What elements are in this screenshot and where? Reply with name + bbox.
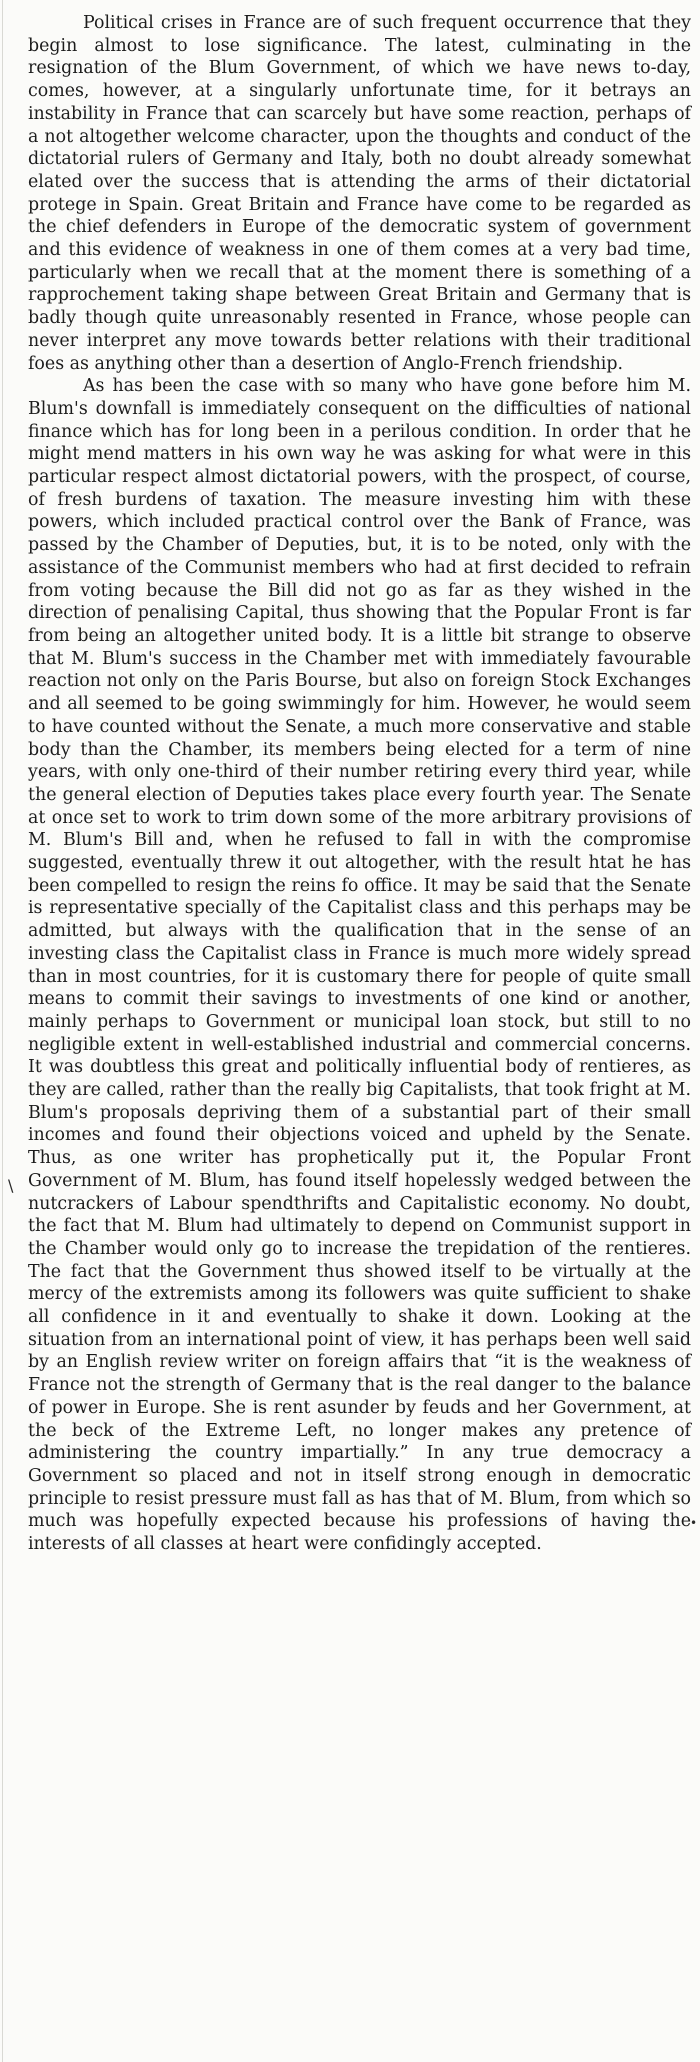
article-column bbox=[28, 12, 691, 1556]
page-edge-shadow bbox=[2, 0, 3, 2062]
article-paragraph-2: As has been the case with so many who have gone before him M. Blum's downfall is immediately consequent on the difficulties of national finance which has for long been in a perilous condition. In order that he might mend matters in his own way he was asking for what were in this particular respect almost dictatorial powers, with the prospect, of course, of fresh burdens of taxation. The measure investing him with these powers, which included practical control over the Bank of France, was passed by the Chamber of Deputies, but, it is to be noted, only with the assistance of the Communist members who had at first decided to refrain from voting because the Bill did not go as far as they wished in the direction of penalising Capital, thus showing that the Popular Front is far from being an altogether united body. It is a little bit strange to observe that M. Blum's success in the Chamber met with immediately favourable reaction not only on the Paris Bourse, but also on foreign Stock Exchanges and all seemed to be going swimmingly for him. However, he would seem to have counted without the Senate, a much more conservative and stable body than the Chamber, its members being elected for a term of nine years, with only one-third of their number retiring every third year, while the general election of Deputies takes place every fourth year. The Senate at once set to work to trim down some of the more arbitrary provisions of M. Blum's Bill and, when he refused to fall in with the compromise suggested, eventually threw it out altogether, with the result htat he has been compelled to resign the reins fo office. It may be said that the Senate is representative specially of the Capitalist class and this perhaps may be admitted, but always with the qualification that in the sense of an investing class the Capitalist class in France is much more widely spread than in most countries, for it is customary there for people of quite small means to commit their savings to investments of one kind or another, mainly perhaps to Government or municipal loan stock, but still to no negligible extent in well-established industrial and commercial concerns. It was doubtless this great and politically influential body of rentieres, as they are called, rather than the really big Capitalists, that took fright at M. Blum's proposals depriving them of a substantial part of their small incomes and found their objections voiced and upheld by the Senate. Thus, as one writer has prophetically put it, the Popular Front Government of M. Blum, has found itself hopelessly wedged between the nutcrackers of Labour spendthrifts and Capitalistic economy. No doubt, the fact that M. Blum had ultimately to depend on Communist support in the Chamber would only go to increase the trepidation of the rentieres. The fact that the Government thus showed itself to be virtually at the mercy of the extremists among its followers was quite sufficient to shake all confidence in it and eventually to shake it down. Looking at the situation from an international point of view, it has perhaps been well said by an English review writer on foreign affairs that “it is the weakness of France not the strength of Germany that is the real danger to the balance of power in Europe. She is rent asunder by feuds and her Government, at the beck of the Extreme Left, no longer makes any pretence of administering the country impartially.” In any true democracy a Government so placed and not in itself strong enough in democratic principle to resist pressure must fall as has that of M. Blum, from which so much was hopefully expected because his professions of having the interests of all classes at heart were confidingly accepted. bbox=[28, 376, 691, 1555]
left-margin-mark: \ bbox=[8, 1176, 14, 1195]
article-paragraph-1: Political crises in France are of such frequent occurrence that they begin almost to lose significance. The latest, culminating in the resignation of the Blum Government, of which we have news to-day, comes, however, at a singularly unfortunate time, for it betrays an instability in France that can scarcely but have some reaction, perhaps of a not altogether welcome character, upon the thoughts and conduct of the dictatorial rulers of Germany and Italy, both no doubt already somewhat elated over the success that is attending the arms of their dictatorial protege in Spain. Great Britain and France have come to be regarded as the chief defenders in Europe of the democratic system of government and this evidence of weakness in one of them comes at a very bad time, particularly when we recall that at the moment there is something of a rapprochement taking shape between Great Britain and Germany that is badly though quite unreasonably resented in France, whose people can never interpret any move towards better relations with their traditional foes as anything other than a desertion of Anglo-French friendship. bbox=[28, 13, 691, 374]
right-margin-mark: • bbox=[690, 1516, 698, 1530]
